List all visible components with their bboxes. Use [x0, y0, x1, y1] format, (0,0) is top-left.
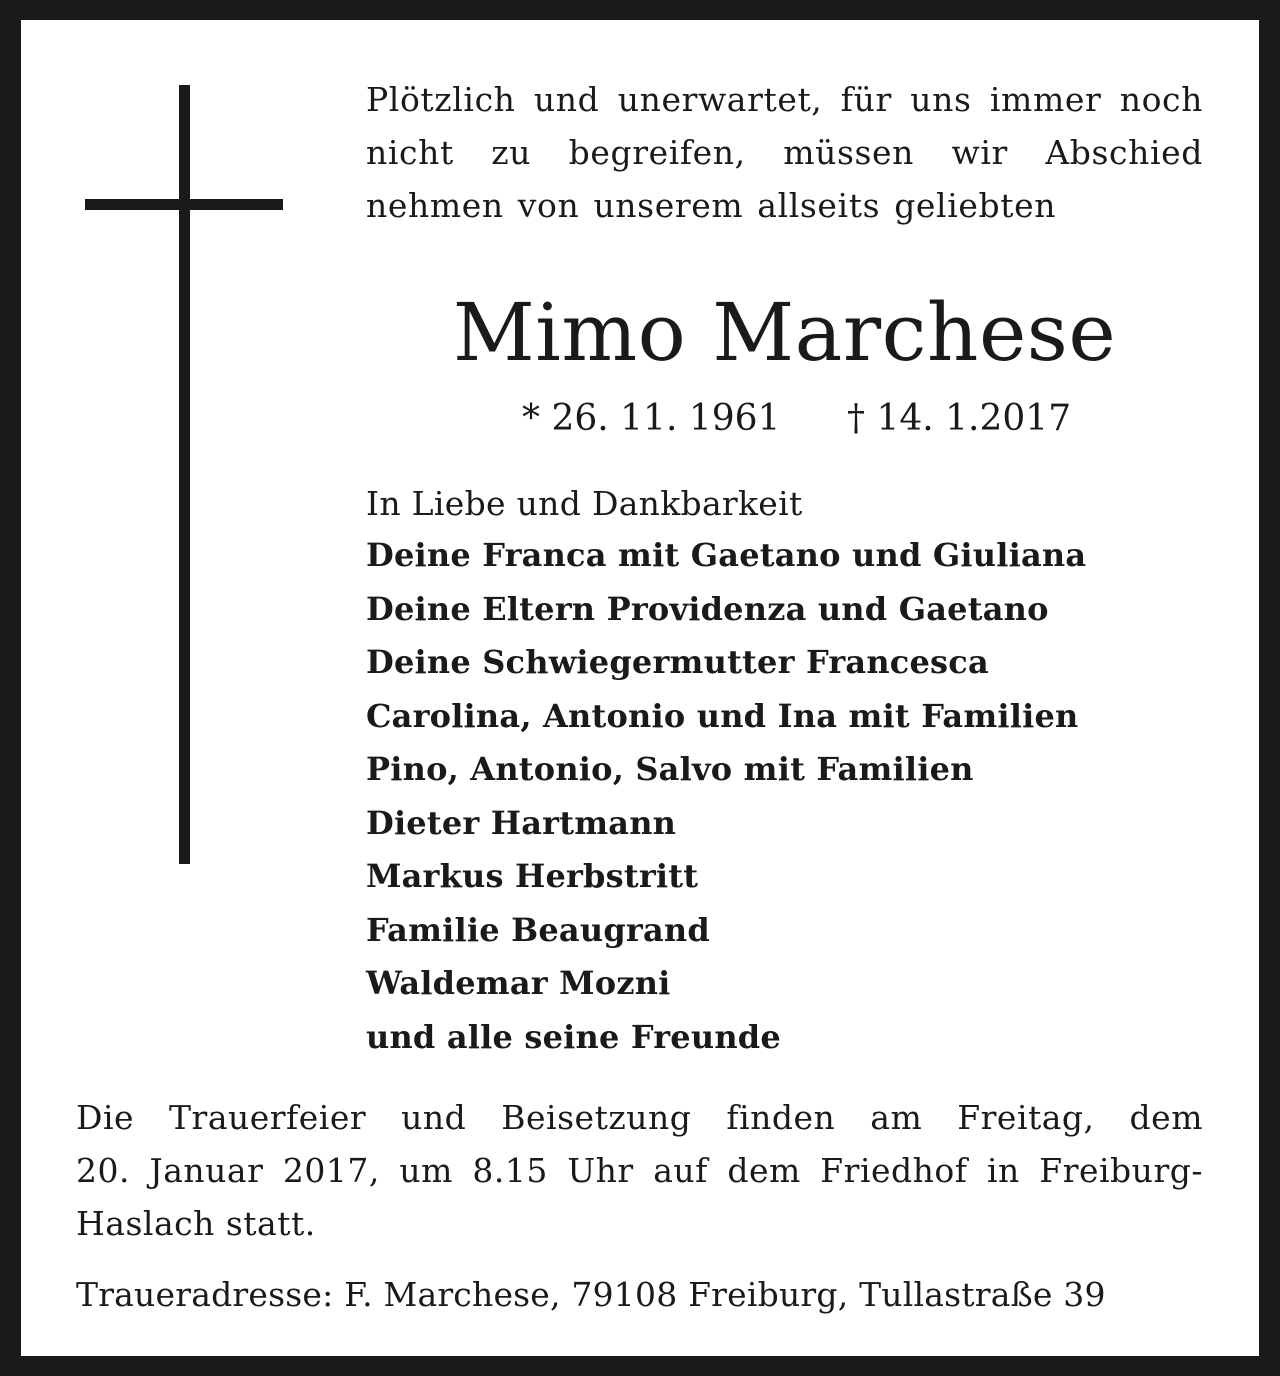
- mourner-entry: Deine Eltern Providenza und Gaetano: [366, 589, 1049, 628]
- mourning-address: Traueradresse: F. Marchese, 79108 Freiburg, Tullastraße 39: [76, 1275, 1106, 1314]
- mourner-entry: Markus Herbstritt: [366, 857, 699, 895]
- mourner-entry: Familie Beaugrand: [366, 910, 710, 949]
- mourner-entry: Dieter Hartmann: [366, 803, 677, 842]
- mourner-entry: Waldemar Mozni: [366, 964, 671, 1002]
- cross-icon-horizontal-bar: [85, 199, 283, 210]
- intro-line: Plötzlich und unerwartet, für uns immer noch: [366, 80, 1203, 119]
- mourners-list: [366, 529, 1086, 1064]
- birth-date: * 26. 11. 1961: [522, 398, 781, 439]
- funeral-line: 20. Januar 2017, um 8.15 Uhr auf dem Friedhof in Freiburg-: [76, 1151, 1203, 1190]
- deceased-name: Mimo Marchese: [452, 286, 1117, 379]
- funeral-line: Die Trauerfeier und Beisetzung finden am Freitag, dem: [76, 1098, 1203, 1137]
- mourner-entry: Pino, Antonio, Salvo mit Familien: [366, 750, 974, 788]
- intro-text: [366, 73, 1203, 232]
- dedication-line: In Liebe und Dankbarkeit: [366, 484, 803, 523]
- death-date: † 14. 1.2017: [847, 398, 1072, 439]
- mourner-entry: Deine Schwiegermutter Francesca: [366, 643, 989, 681]
- funeral-info: [76, 1091, 1203, 1250]
- intro-line: nehmen von unserem allseits geliebten: [366, 186, 1057, 225]
- mourner-entry: und alle seine Freunde: [366, 1017, 781, 1056]
- funeral-line: Haslach statt.: [76, 1204, 316, 1243]
- intro-line: nicht zu begreifen, müssen wir Abschied: [366, 133, 1203, 172]
- mourner-entry: Carolina, Antonio und Ina mit Familien: [366, 696, 1079, 735]
- mourner-entry: Deine Franca mit Gaetano und Giuliana: [366, 536, 1087, 574]
